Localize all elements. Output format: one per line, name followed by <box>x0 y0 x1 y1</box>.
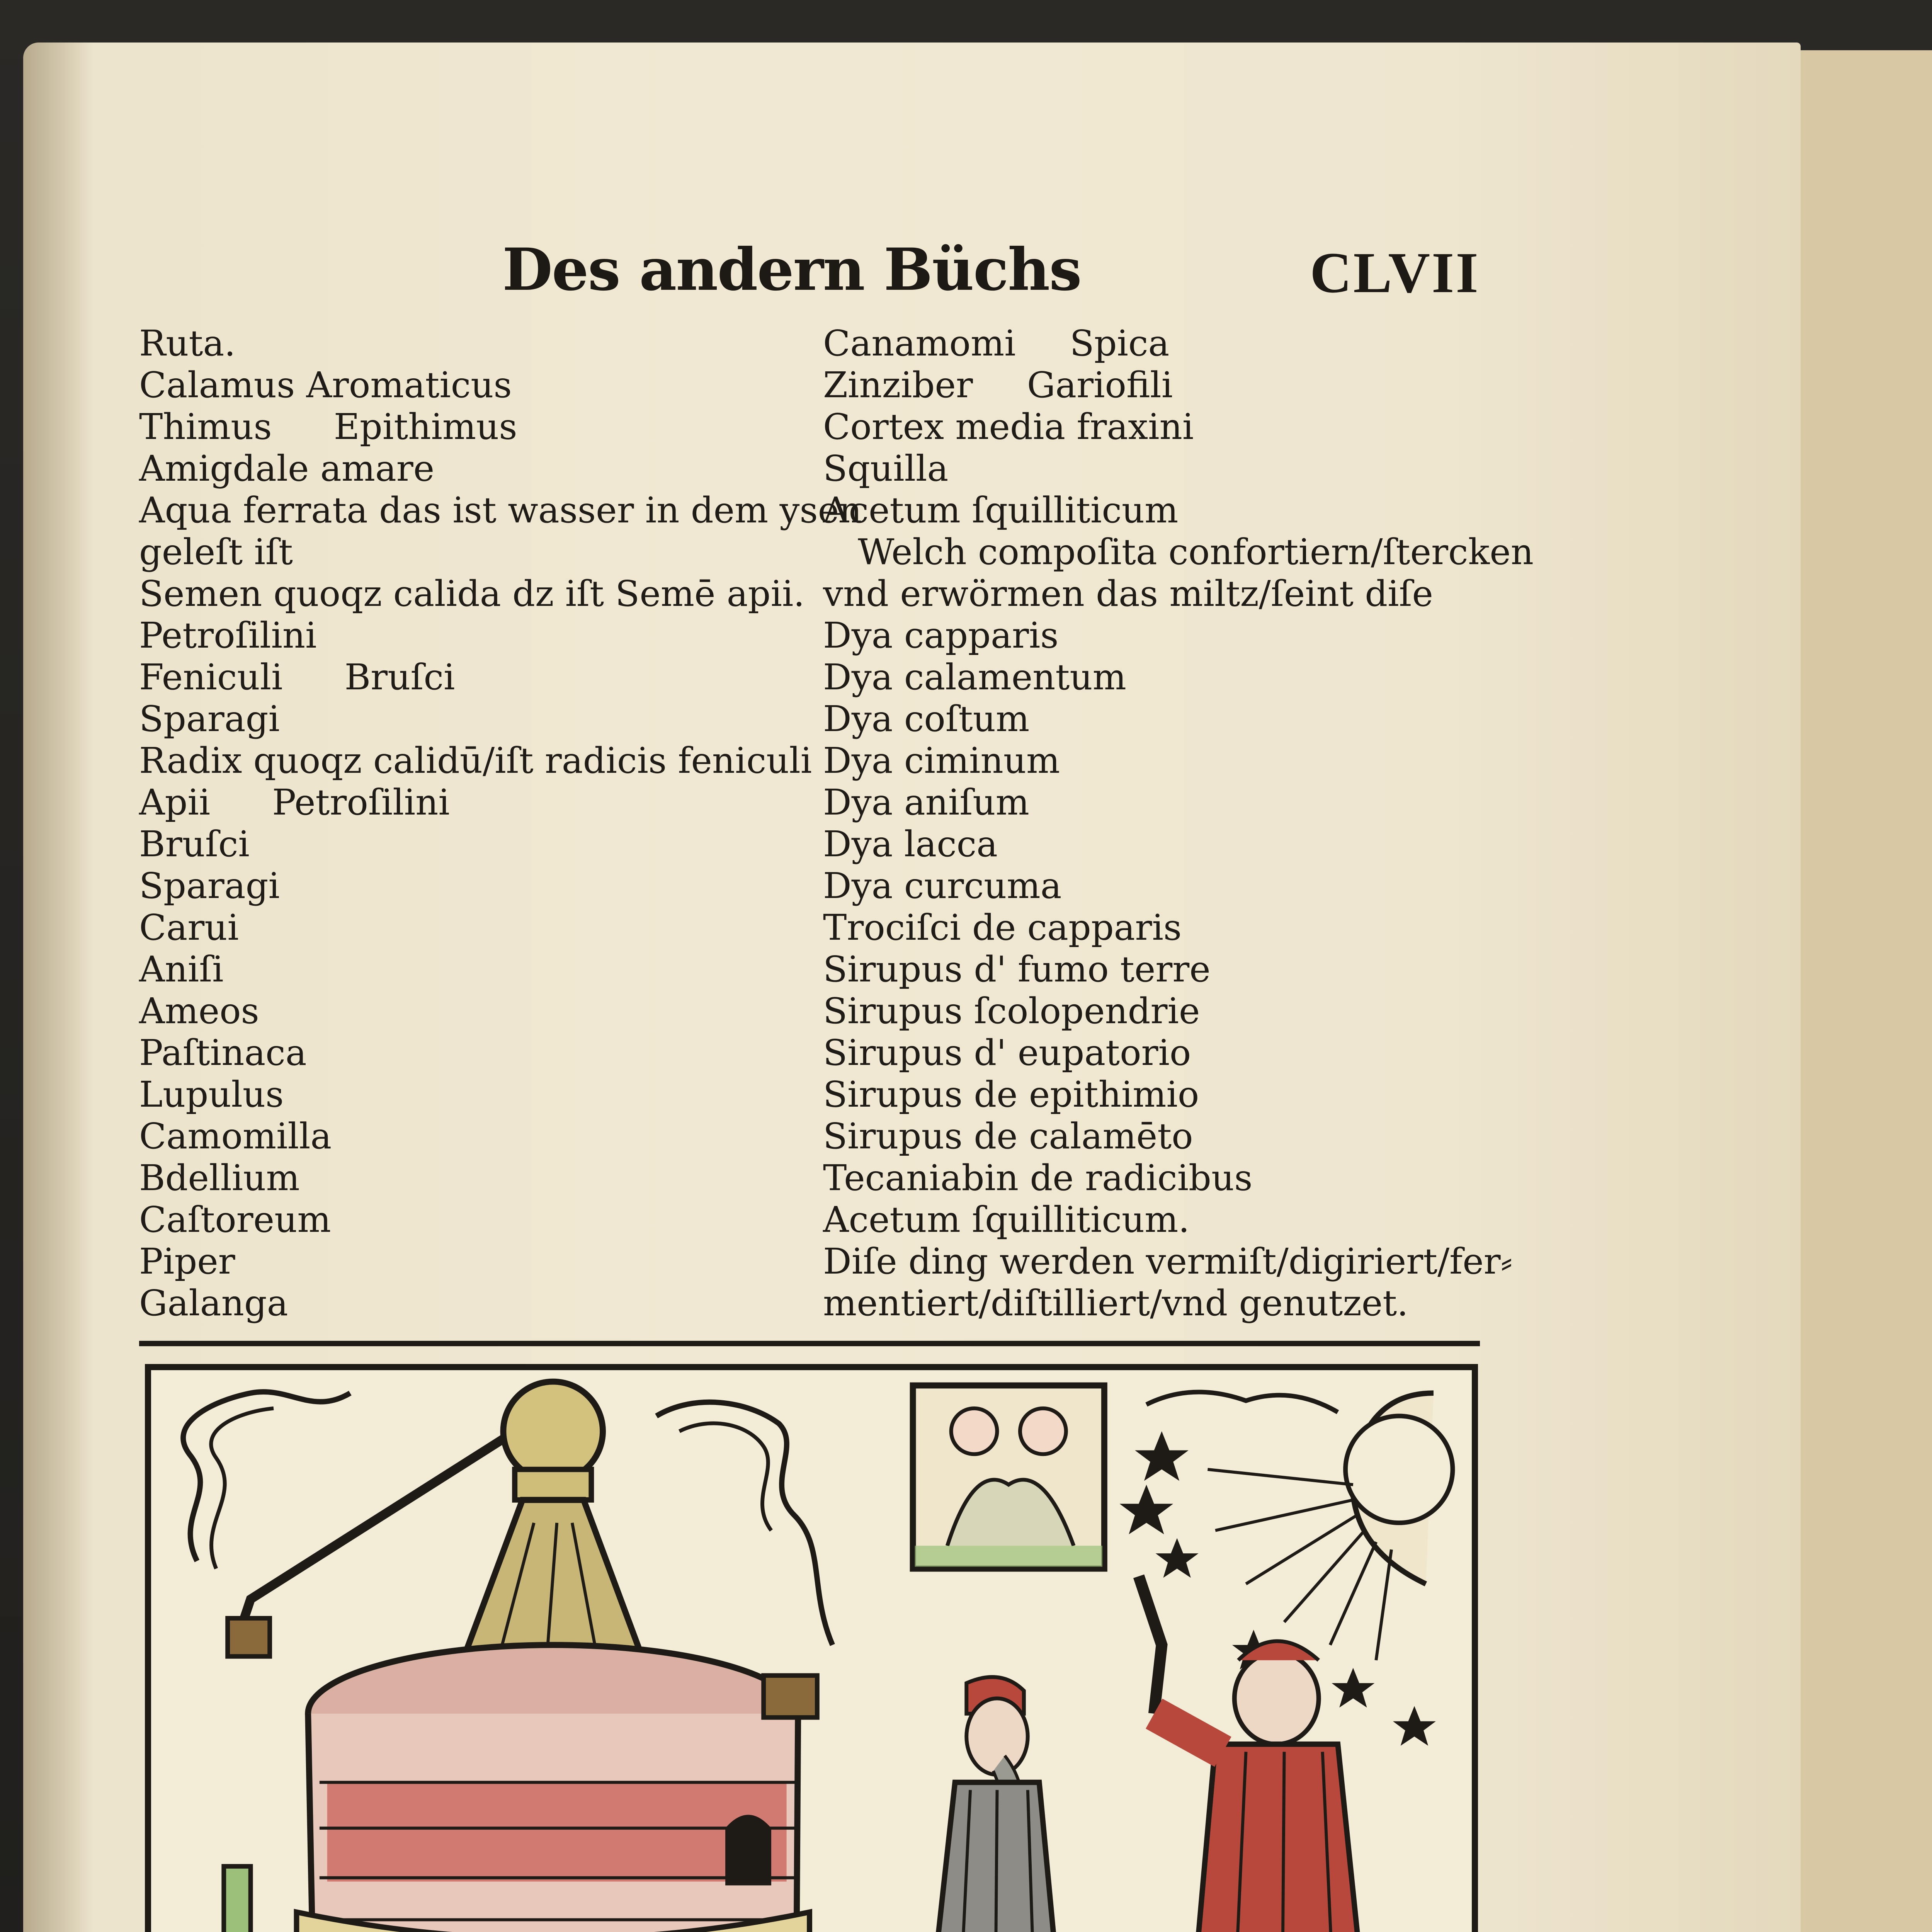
text-line <box>823 1282 1519 1324</box>
distillation-furnace-icon <box>228 1618 817 1932</box>
text-line <box>823 656 1519 698</box>
text-line <box>139 782 827 823</box>
text-line <box>139 865 827 907</box>
text-line-entry: Lupulus <box>139 1074 284 1115</box>
text-line-second-entry: Bruſci <box>344 656 455 698</box>
text-line-entry: Canamomi <box>823 323 1016 364</box>
text-line <box>823 1157 1519 1199</box>
smoke-left-icon <box>183 1392 350 1561</box>
text-line-entry: geleſt iſt <box>139 531 293 573</box>
text-line-entry: Dya ciminum <box>823 740 1060 781</box>
text-line <box>139 1199 827 1241</box>
woodcut-svg <box>151 1370 1472 1932</box>
text-line <box>823 823 1519 865</box>
text-line-entry: Camomilla <box>139 1116 332 1157</box>
text-line <box>823 990 1519 1032</box>
text-line <box>823 573 1519 615</box>
text-line <box>139 573 827 615</box>
text-line <box>139 949 827 990</box>
text-line-entry: Ameos <box>139 990 259 1032</box>
text-line <box>139 406 827 448</box>
text-line <box>823 1074 1519 1116</box>
text-line <box>139 1157 827 1199</box>
text-line-entry: Sirupus de epithimio <box>823 1074 1199 1115</box>
gemini-zodiac-panel-icon <box>913 1386 1104 1569</box>
text-line-entry: Dya lacca <box>823 823 998 865</box>
text-line-entry: Sirupus de calamēto <box>823 1116 1193 1157</box>
text-line <box>823 490 1519 531</box>
text-line-entry: Dya capparis <box>823 615 1059 656</box>
text-line <box>139 615 827 656</box>
text-line-entry: Aniſi <box>139 949 224 990</box>
text-line-second-entry: Gariofili <box>1027 364 1173 406</box>
text-line-entry: Tecaniabin de radicibus <box>823 1157 1253 1199</box>
right-text-column <box>823 323 1534 1324</box>
text-line <box>139 740 827 782</box>
woodcut-illustration <box>145 1364 1478 1932</box>
text-line-entry: Calamus Aromaticus <box>139 364 512 406</box>
text-line-entry: Zinziber <box>823 364 973 406</box>
text-line-entry: Sparagi <box>139 698 280 740</box>
page-gutter <box>23 43 93 1932</box>
text-line-entry: Dya coſtum <box>823 698 1030 740</box>
text-line-entry: Sirupus ſcolopendrie <box>823 990 1200 1032</box>
text-line-entry: Aqua ferrata das ist wasser in dem ysen <box>139 490 862 531</box>
text-line-second-entry: Spica <box>1070 323 1170 364</box>
text-line-entry: Dya curcuma <box>823 865 1062 906</box>
text-line-second-entry: Petroſilini <box>272 782 450 823</box>
text-line <box>823 531 1534 573</box>
text-line-entry: Radix quoqz calidū/iſt radicis feniculi <box>139 740 812 781</box>
text-line <box>823 949 1519 990</box>
text-line <box>823 406 1519 448</box>
text-line-entry: Galanga <box>139 1282 288 1324</box>
text-line <box>139 531 827 573</box>
text-line-entry: Caſtoreum <box>139 1199 331 1240</box>
text-line <box>139 490 862 531</box>
text-line <box>823 907 1519 949</box>
smoke-right-icon <box>656 1402 833 1645</box>
text-line <box>823 698 1519 740</box>
text-line-entry: Sirupus d' eupatorio <box>823 1032 1191 1073</box>
left-text-column <box>139 323 862 1324</box>
text-line-second-entry: Epithimus <box>333 406 517 447</box>
text-line <box>823 740 1519 782</box>
text-line <box>823 865 1519 907</box>
text-line <box>139 448 827 490</box>
text-line-entry: Feniculi <box>139 656 283 698</box>
text-line-entry: Diſe ding werden vermiſt/digiriert/fer⸗ <box>823 1241 1513 1282</box>
text-line <box>139 698 827 740</box>
text-line-entry: Petroſilini <box>139 615 317 656</box>
text-line-entry: Paſtinaca <box>139 1032 307 1073</box>
text-line <box>823 1241 1519 1282</box>
text-line <box>139 364 827 406</box>
text-line <box>139 1282 827 1324</box>
text-line-entry: Acetum ſquilliticum <box>823 490 1179 531</box>
text-line <box>139 1032 827 1074</box>
text-line-entry: Trociſci de capparis <box>823 907 1182 948</box>
text-line-entry: Squilla <box>823 448 949 489</box>
receiving-flask-icon <box>165 1866 312 1932</box>
text-line <box>139 1116 827 1157</box>
text-line <box>823 364 1519 406</box>
text-line-entry: Thimus <box>139 406 272 447</box>
text-line-entry: Carui <box>139 907 239 948</box>
text-line-entry: vnd erwörmen das miltz/ſeint diſe <box>823 573 1434 614</box>
text-line-entry: Bruſci <box>139 823 250 865</box>
text-line-entry: Sparagi <box>139 865 280 906</box>
scholar-figure-icon <box>1108 1576 1391 1932</box>
text-line <box>139 1074 827 1116</box>
text-line-entry: Ruta. <box>139 323 236 364</box>
text-line <box>139 990 827 1032</box>
text-line <box>823 782 1519 823</box>
text-line <box>139 1241 827 1282</box>
text-line-entry: Sirupus d' fumo terre <box>823 949 1211 990</box>
text-line-entry: Acetum ſquilliticum. <box>823 1199 1190 1240</box>
page-block-edge <box>1777 50 1932 1932</box>
text-line <box>823 1032 1519 1074</box>
text-line-entry: Bdellium <box>139 1157 300 1199</box>
text-line <box>139 823 827 865</box>
text-line <box>823 1116 1519 1157</box>
running-title: Des andern Büchs <box>502 236 1081 304</box>
text-line-entry: Piper <box>139 1241 235 1282</box>
text-line-entry: Dya calamentum <box>823 656 1126 698</box>
text-line-entry: Apii <box>139 782 211 823</box>
text-line-entry: Welch compoſita confortiern/ſtercken <box>858 531 1534 573</box>
text-line <box>139 907 827 949</box>
text-line-entry: Dya aniſum <box>823 782 1029 823</box>
woodcut-top-rule <box>139 1341 1480 1346</box>
text-line <box>823 1199 1519 1241</box>
text-line <box>823 448 1519 490</box>
text-line-entry: Cortex media fraxini <box>823 406 1194 447</box>
text-line <box>823 615 1519 656</box>
text-line <box>823 323 1519 364</box>
text-line-entry: Amigdale amare <box>139 448 435 489</box>
text-line-entry: mentiert/diſtilliert/vnd genutzet. <box>823 1282 1408 1324</box>
text-line <box>139 323 827 364</box>
text-line <box>139 656 827 698</box>
text-line-entry: Semen quoqz calida dz iſt Semē apii. <box>139 573 805 614</box>
folio-number: CLVII <box>1310 241 1480 305</box>
sun-face-icon <box>1146 1392 1453 1660</box>
physician-figure-icon <box>901 1677 1085 1932</box>
